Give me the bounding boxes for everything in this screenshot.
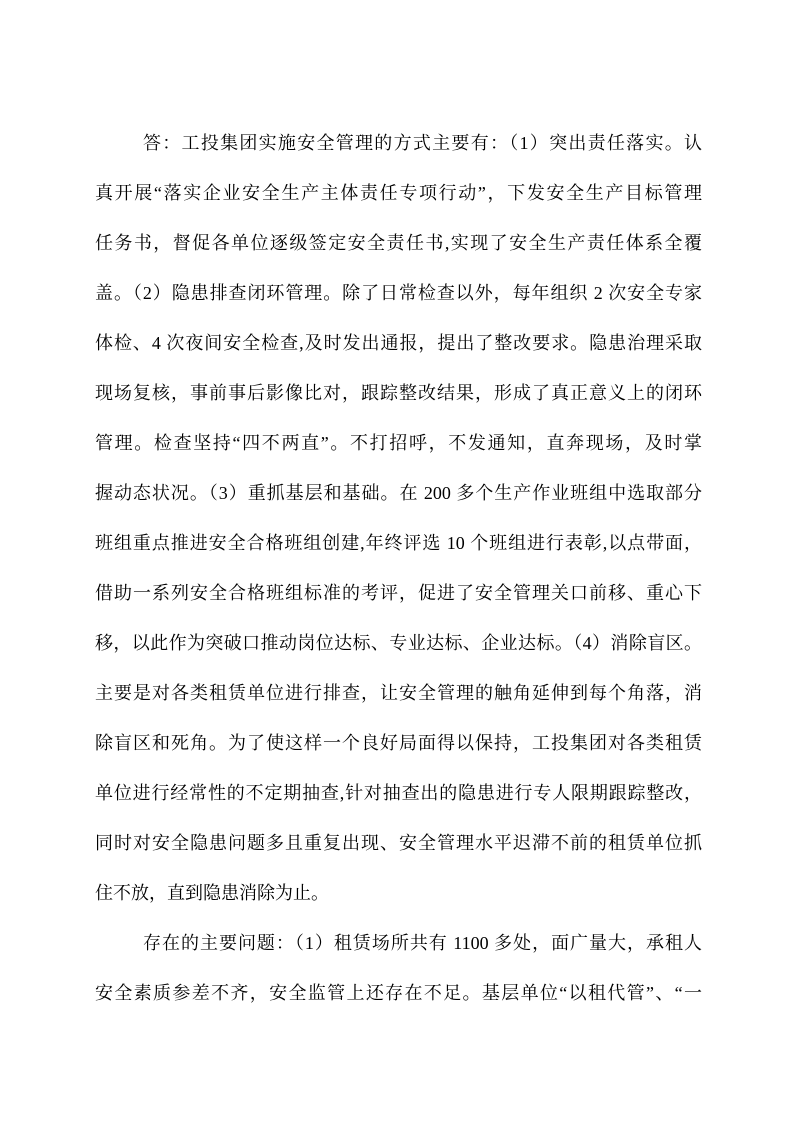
text-line: 单位进行经常性的不定期抽查,针对抽查出的隐患进行专人限期跟踪整改， [95, 783, 702, 803]
text-line: 握动态状况。（3）重抓基层和基础。在 200 多个生产作业班组中选取部分 [95, 483, 702, 503]
text-line: 答：工投集团实施安全管理的方式主要有：（1）突出责任落实。认 [143, 133, 702, 153]
text-line: 盖。（2）隐患排查闭环管理。除了日常检查以外，每年组织 2 次安全专家 [95, 283, 702, 303]
text-line: 安全素质参差不齐，安全监管上还存在不足。基层单位“以租代管”、“一 [95, 983, 702, 1003]
text-line: 真开展“落实企业安全生产主体责任专项行动”，下发安全生产目标管理 [95, 183, 702, 203]
text-line: 借助一系列安全合格班组标准的考评，促进了安全管理关口前移、重心下 [95, 583, 702, 603]
text-line: 移，以此作为突破口推动岗位达标、专业达标、企业达标。（4）消除盲区。 [95, 633, 702, 653]
text-line: 管理。检查坚持“四不两直”。不打招呼，不发通知，直奔现场，及时掌 [95, 433, 702, 453]
text-line: 存在的主要问题：（1）租赁场所共有 1100 多处，面广量大，承租人 [143, 933, 702, 953]
text-block [95, 118, 702, 1018]
text-line: 体检、4 次夜间安全检查,及时发出通报，提出了整改要求。隐患治理采取 [95, 333, 702, 353]
text-line: 任务书，督促各单位逐级签定安全责任书,实现了安全生产责任体系全覆 [95, 233, 702, 253]
text-line: 班组重点推进安全合格班组创建,年终评选 10 个班组进行表彰,以点带面， [95, 533, 702, 553]
text-line: 除盲区和死角。为了使这样一个良好局面得以保持，工投集团对各类租赁 [95, 733, 702, 753]
text-line: 同时对安全隐患问题多且重复出现、安全管理水平迟滞不前的租赁单位抓 [95, 833, 702, 853]
text-line: 主要是对各类租赁单位进行排查，让安全管理的触角延伸到每个角落，消 [95, 683, 702, 703]
text-line: 现场复核，事前事后影像比对，跟踪整改结果，形成了真正意义上的闭环 [95, 383, 702, 403]
text-line: 住不放，直到隐患消除为止。 [95, 883, 329, 903]
